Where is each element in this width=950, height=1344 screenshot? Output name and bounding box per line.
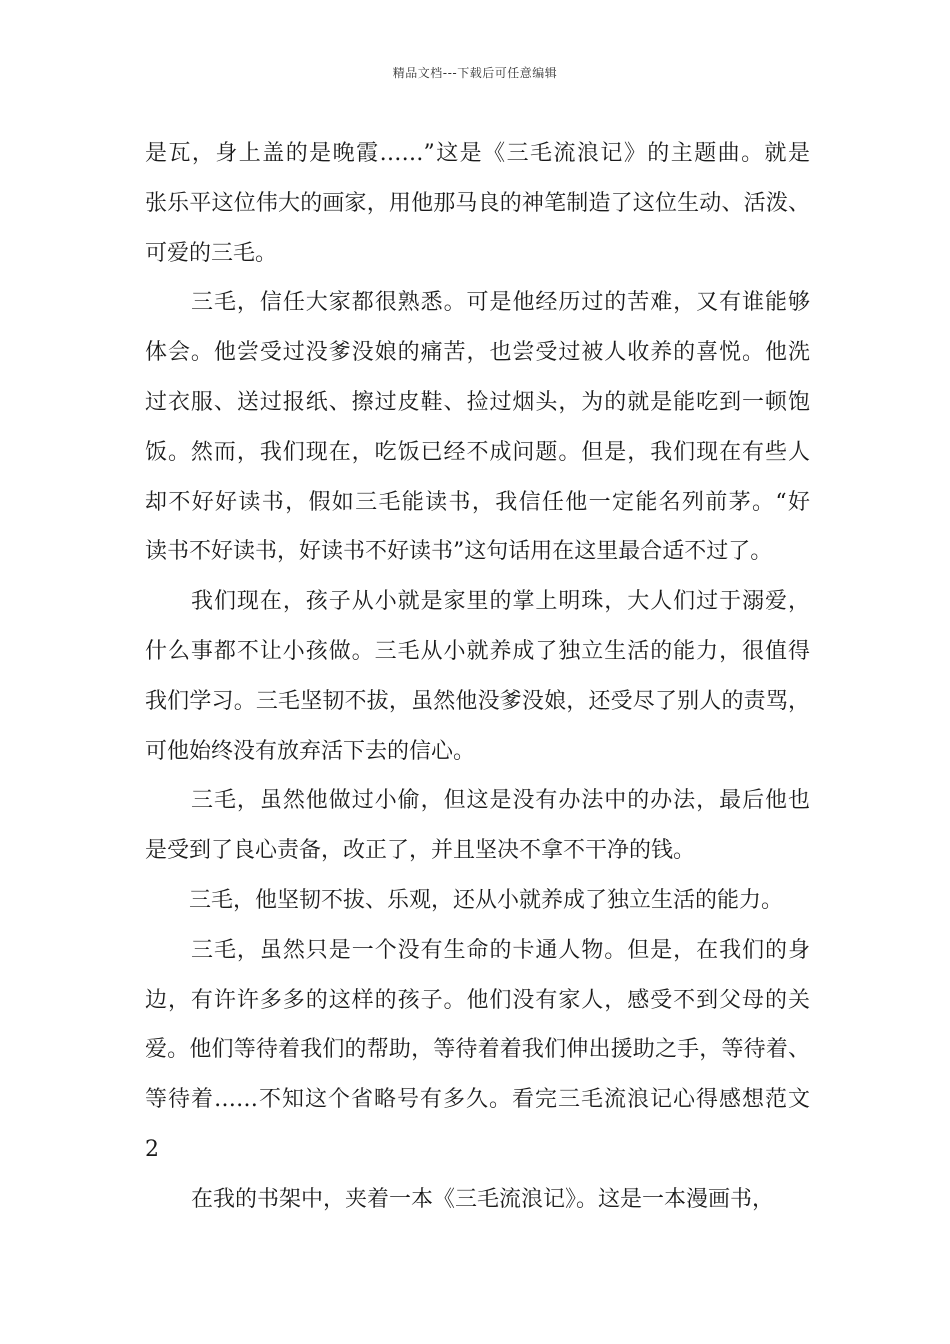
text-line: 我们学习。三毛坚韧不拔，虽然他没爹没娘，还受尽了别人的责骂， — [145, 688, 810, 714]
paragraph-first-line: 三毛，虽然他做过小偷，但这是没有办法中的办法，最后他也 — [191, 788, 810, 814]
text-line: 可爱的三毛。 — [145, 240, 278, 266]
page-header: 精品文档---下载后可任意编辑 — [392, 66, 558, 80]
paragraph-first-line: 三毛，他坚韧不拔、乐观，还从小就养成了独立生活的能力。 — [189, 887, 784, 913]
text-line: 是受到了良心责备，改正了，并且坚决不拿不干净的钱。 — [145, 838, 696, 864]
text-line: 爱。他们等待着我们的帮助，等待着着我们伸出援助之手，等待着、 — [145, 1037, 810, 1063]
document-body — [145, 129, 810, 1225]
paragraph-first-line: 三毛，信任大家都很熟悉。可是他经历过的苦难，又有谁能够 — [191, 290, 810, 316]
paragraph-first-line: 在我的书架中，夹着一本《三毛流浪记》。这是一本漫画书， — [191, 1186, 775, 1212]
text-line: 等待着……不知这个省略号有多久。看完三毛流浪记心得感想范文 — [145, 1087, 810, 1113]
text-line: 体会。他尝受过没爹没娘的痛苦，也尝受过被人收养的喜悦。他洗 — [145, 340, 810, 366]
paragraph-first-line: 三毛，虽然只是一个没有生命的卡通人物。但是，在我们的身 — [191, 937, 810, 963]
text-line: 读书不好读书，好读书不好读书”这句话用在这里最合适不过了。 — [145, 539, 773, 565]
text-line: 2 — [145, 1136, 159, 1162]
text-line: 可他始终没有放弃活下去的信心。 — [145, 738, 476, 764]
text-line: 是瓦，身上盖的是晚霞……”这是《三毛流浪记》的主题曲。就是 — [145, 141, 810, 166]
text-line: 张乐平这位伟大的画家，用他那马良的神笔制造了这位生动、活泼、 — [145, 190, 810, 216]
text-line: 饭。然而，我们现在，吃饭已经不成问题。但是，我们现在有些人 — [145, 439, 810, 465]
text-line: 过衣服、送过报纸、擦过皮鞋、捡过烟头，为的就是能吃到一顿饱 — [145, 389, 810, 415]
paragraph-first-line: 我们现在，孩子从小就是家里的掌上明珠，大人们过于溺爱， — [191, 589, 810, 615]
text-line: 边，有许许多多的这样的孩子。他们没有家人，感受不到父母的关 — [145, 987, 810, 1013]
text-line: 却不好好读书，假如三毛能读书，我信任他一定能名列前茅。“好 — [145, 489, 810, 515]
text-line: 什么事都不让小孩做。三毛从小就养成了独立生活的能力，很值得 — [145, 638, 810, 664]
